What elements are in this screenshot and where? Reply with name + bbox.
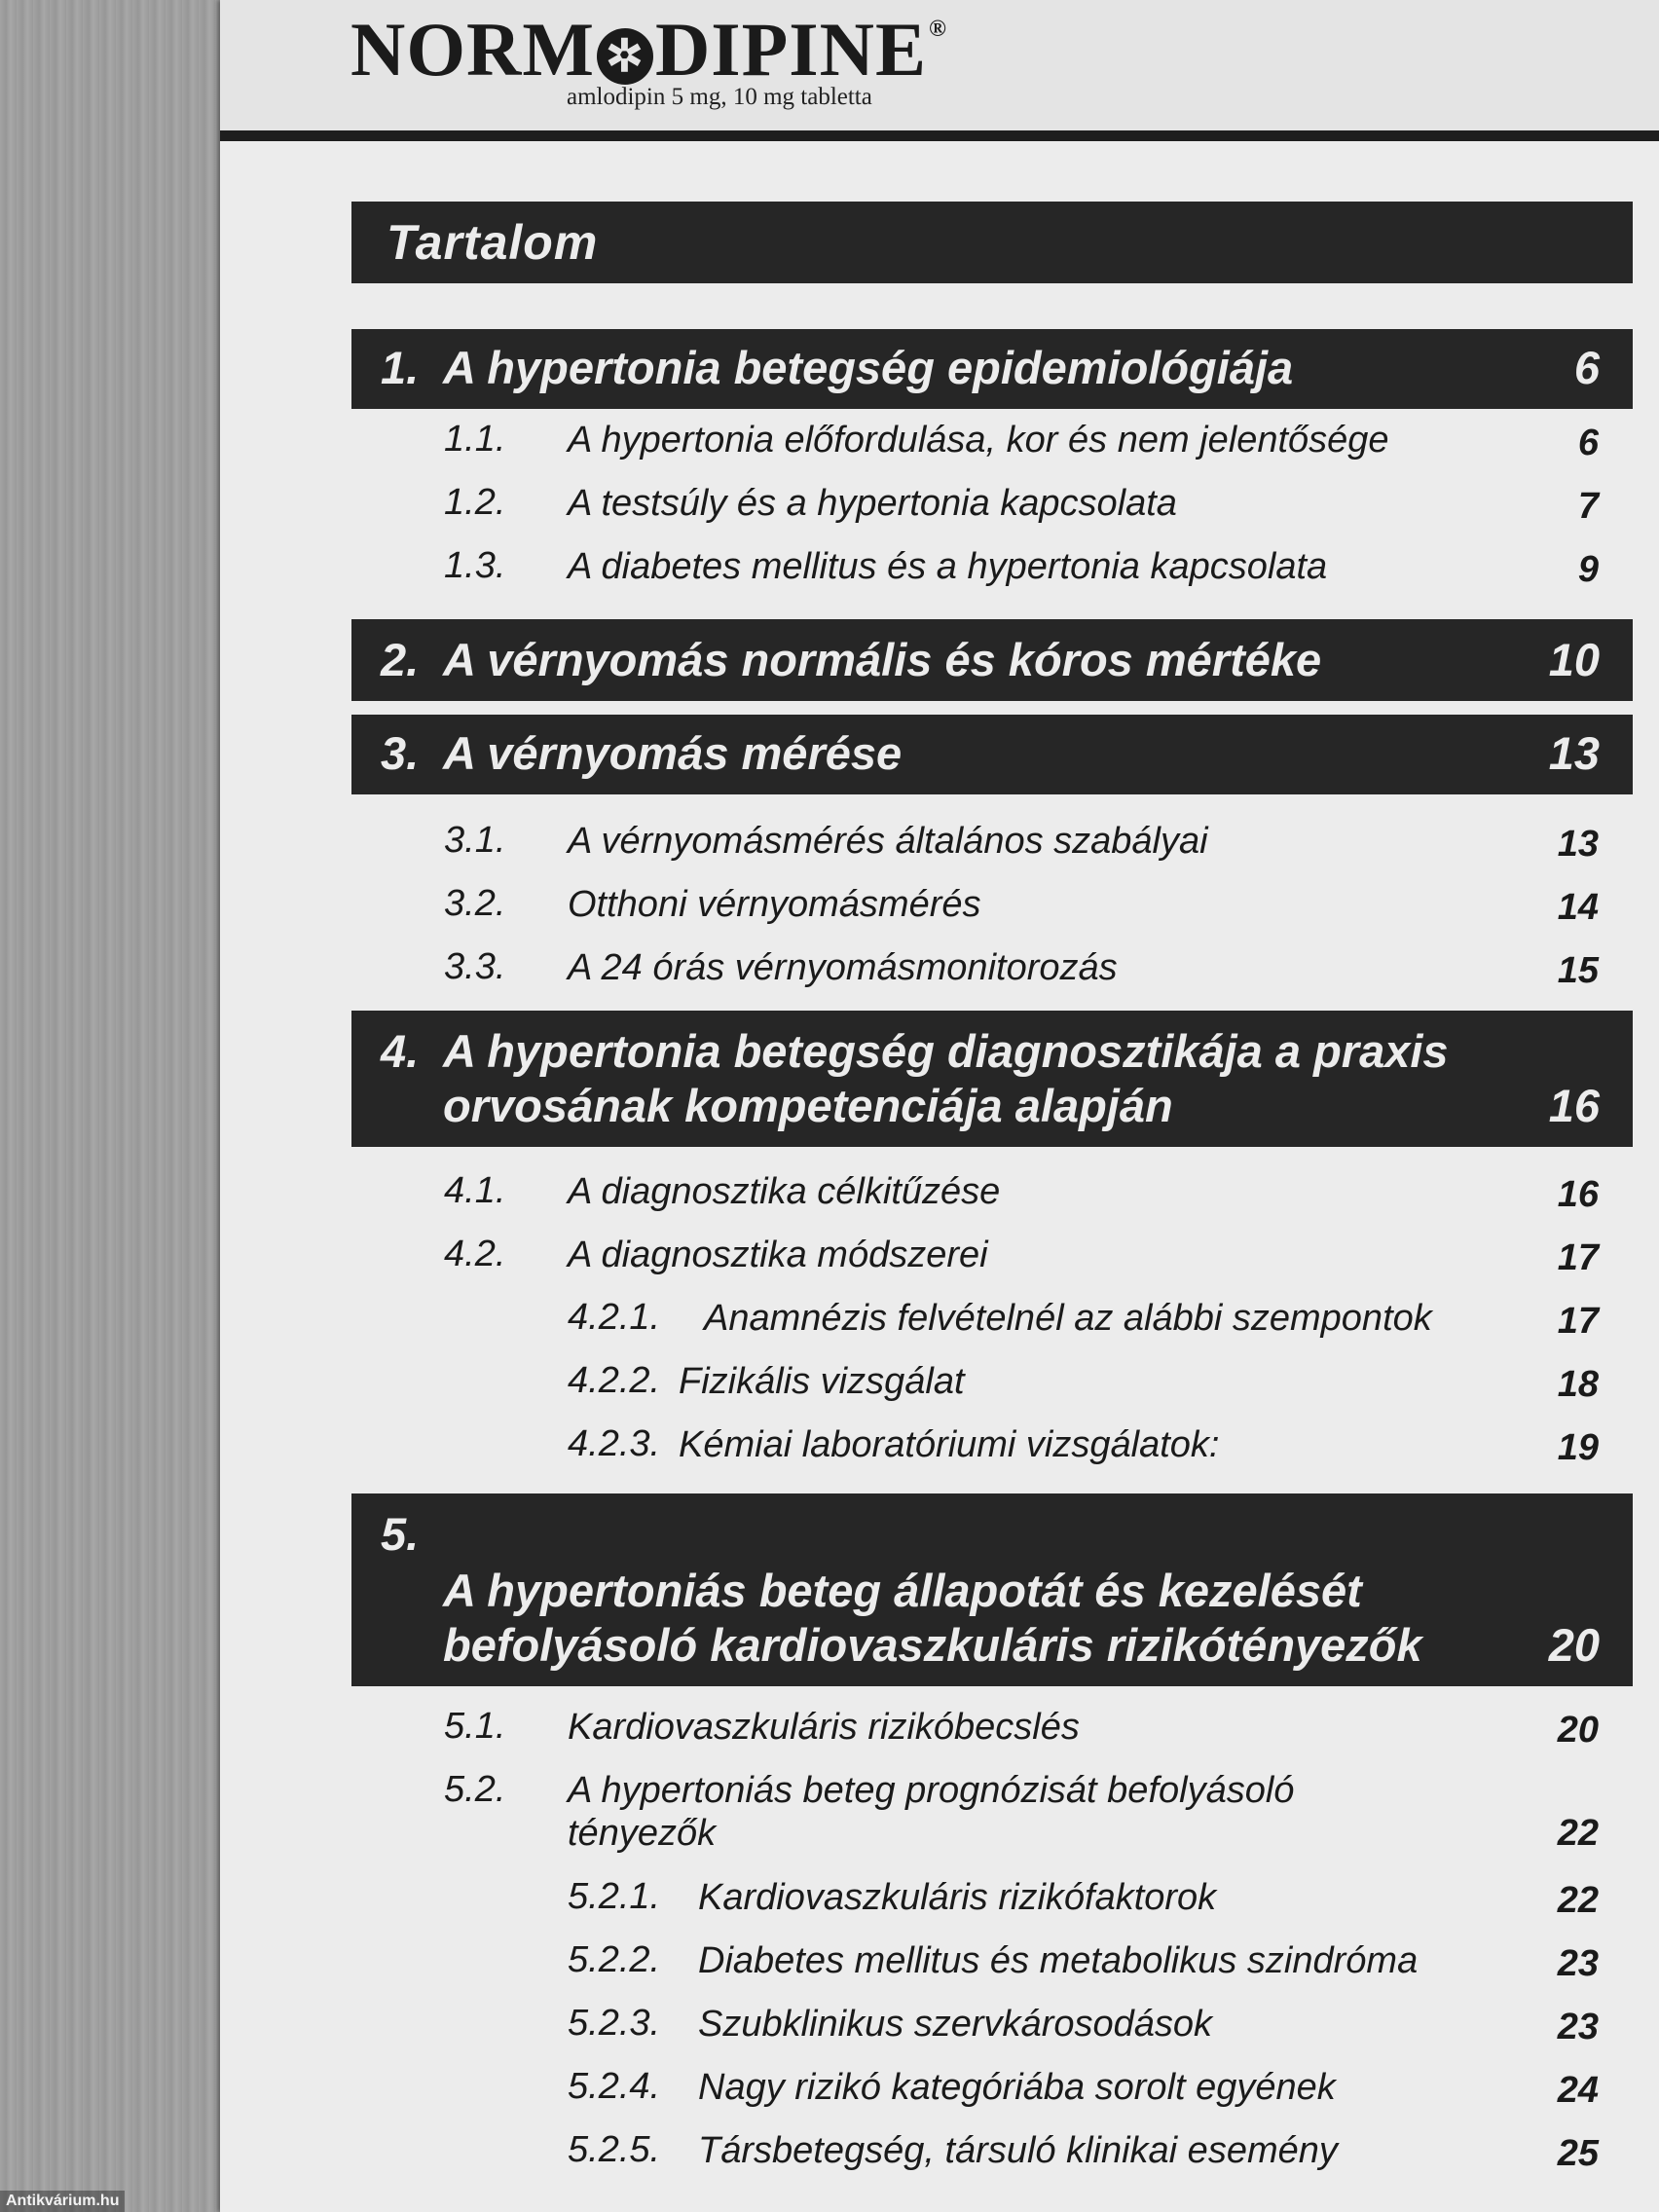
chapter-items bbox=[351, 1147, 1633, 1477]
toc-subentry[interactable] bbox=[351, 1350, 1633, 1414]
entry-number: 4.1. bbox=[444, 1170, 506, 1211]
entry-title: A testsúly és a hypertonia kapcsolata bbox=[568, 483, 1177, 524]
chapter-title: A hypertonia betegség epidemiológiája bbox=[443, 342, 1294, 393]
entry-number: 3.3. bbox=[444, 946, 506, 987]
chapter-4 bbox=[351, 1011, 1633, 1477]
entry-title: A diagnosztika célkitűzése bbox=[568, 1171, 1001, 1212]
chapter-items bbox=[351, 794, 1633, 1000]
toc-subentry[interactable] bbox=[351, 1287, 1633, 1350]
chapter-number: 1. bbox=[381, 342, 420, 393]
toc-entry[interactable] bbox=[351, 810, 1633, 873]
toc-subentry[interactable] bbox=[351, 1993, 1633, 2056]
toc-subentry[interactable] bbox=[351, 2056, 1633, 2120]
chapter-number: 5. bbox=[381, 1508, 420, 1560]
toc-subentry[interactable] bbox=[351, 1414, 1633, 1477]
toc-subentry[interactable] bbox=[351, 2120, 1633, 2183]
entry-page: 22 bbox=[1557, 1880, 1599, 1921]
entry-number: 4.2.2. bbox=[568, 1360, 661, 1401]
chapter-title: A hypertoniás beteg állapotát és kezelését befolyásoló kardiovaszkuláris rizikótényezők bbox=[443, 1565, 1422, 1671]
brand-subtitle: amlodipin 5 mg, 10 mg tabletta bbox=[567, 84, 872, 110]
entry-number: 1.2. bbox=[444, 482, 506, 523]
toc-entry[interactable] bbox=[351, 1161, 1633, 1224]
chapter-number: 3. bbox=[381, 727, 420, 779]
entry-title: Kardiovaszkuláris rizikóbecslés bbox=[568, 1707, 1080, 1748]
entry-title: A hypertonia előfordulása, kor és nem jelentősége bbox=[568, 420, 1389, 461]
entry-title: A hypertoniás beteg prognózisát befolyásoló tényezők bbox=[568, 1770, 1295, 1854]
toc-entry[interactable] bbox=[351, 535, 1633, 599]
toc-entry[interactable] bbox=[351, 472, 1633, 535]
entry-page: 18 bbox=[1557, 1364, 1599, 1405]
entry-number: 5.2. bbox=[444, 1769, 506, 1810]
entry-number: 3.2. bbox=[444, 883, 506, 924]
toc-entry[interactable] bbox=[351, 1224, 1633, 1287]
brand-name-left: NORM bbox=[350, 7, 595, 92]
chapter-5 bbox=[351, 1493, 1633, 2183]
entry-page: 23 bbox=[1557, 2007, 1599, 2047]
brand-logo bbox=[350, 7, 947, 92]
entry-number: 1.3. bbox=[444, 545, 506, 586]
entry-number: 5.1. bbox=[444, 1706, 506, 1747]
entry-page: 25 bbox=[1557, 2133, 1599, 2174]
chapter-2 bbox=[351, 619, 1633, 701]
entry-page: 17 bbox=[1557, 1301, 1599, 1342]
chapter-page: 20 bbox=[1548, 1619, 1600, 1671]
logo-star-icon: ✲ bbox=[597, 28, 653, 85]
toc-heading: Tartalom bbox=[351, 202, 1633, 283]
entry-title: Fizikális vizsgálat bbox=[679, 1361, 965, 1402]
toc-entry[interactable] bbox=[351, 1696, 1633, 1759]
entry-title: Diabetes mellitus és metabolikus szindróma bbox=[698, 1940, 1419, 1981]
chapter-header[interactable] bbox=[351, 1011, 1633, 1147]
entry-page: 14 bbox=[1557, 887, 1599, 928]
entry-page: 17 bbox=[1557, 1237, 1599, 1278]
chapter-page: 6 bbox=[1573, 342, 1600, 393]
chapter-1 bbox=[351, 329, 1633, 599]
toc-subentry[interactable] bbox=[351, 1930, 1633, 1993]
document-page bbox=[220, 0, 1659, 2212]
entry-number: 5.2.5. bbox=[568, 2129, 661, 2170]
entry-title: A 24 órás vérnyomásmonitorozás bbox=[568, 947, 1118, 988]
chapter-header[interactable] bbox=[351, 1493, 1633, 1686]
entry-page: 22 bbox=[1557, 1813, 1599, 1854]
entry-number: 5.2.4. bbox=[568, 2066, 661, 2107]
chapter-page: 10 bbox=[1548, 634, 1600, 685]
toc-entry[interactable] bbox=[351, 937, 1633, 1000]
entry-title: A diabetes mellitus és a hypertonia kapcsolata bbox=[568, 546, 1328, 587]
entry-page: 9 bbox=[1577, 549, 1599, 590]
entry-number: 5.2.2. bbox=[568, 1939, 661, 1980]
entry-title: Szubklinikus szervkárosodások bbox=[698, 2004, 1213, 2045]
entry-number: 4.2.1. bbox=[568, 1297, 661, 1338]
chapter-page: 13 bbox=[1548, 727, 1600, 779]
chapter-items bbox=[351, 1686, 1633, 2183]
chapter-title: A vérnyomás mérése bbox=[443, 727, 903, 779]
entry-title: Otthoni vérnyomásmérés bbox=[568, 884, 981, 925]
entry-page: 20 bbox=[1557, 1710, 1599, 1751]
entry-number: 1.1. bbox=[444, 419, 506, 460]
chapter-title: A vérnyomás normális és kóros mértéke bbox=[443, 634, 1322, 685]
entry-title: Kardiovaszkuláris rizikófaktorok bbox=[698, 1877, 1217, 1918]
chapter-page: 16 bbox=[1548, 1080, 1600, 1131]
entry-title: Kémiai laboratóriumi vizsgálatok: bbox=[679, 1424, 1220, 1465]
entry-number: 3.1. bbox=[444, 820, 506, 861]
entry-number: 5.2.3. bbox=[568, 2003, 661, 2044]
entry-title: A diagnosztika módszerei bbox=[568, 1235, 988, 1275]
entry-page: 19 bbox=[1557, 1427, 1599, 1468]
entry-page: 24 bbox=[1557, 2070, 1599, 2111]
site-watermark: Antikvárium.hu bbox=[0, 2191, 125, 2212]
entry-page: 6 bbox=[1577, 423, 1599, 463]
chapter-items bbox=[351, 409, 1633, 599]
registered-mark: ® bbox=[929, 17, 947, 42]
entry-page: 23 bbox=[1557, 1943, 1599, 1984]
chapter-number: 4. bbox=[381, 1025, 420, 1077]
chapter-title: A hypertonia betegség diagnosztikája a praxis orvosának kompetenciája alapján bbox=[443, 1025, 1449, 1131]
entry-number: 5.2.1. bbox=[568, 1876, 661, 1917]
header-divider bbox=[220, 130, 1659, 141]
brand-name-right: DIPINE bbox=[654, 7, 927, 92]
page-header bbox=[220, 0, 1659, 136]
entry-page: 15 bbox=[1557, 950, 1599, 991]
entry-title: Nagy rizikó kategóriába sorolt egyének bbox=[698, 2067, 1336, 2108]
entry-page: 7 bbox=[1577, 486, 1599, 527]
entry-title: Anamnézis felvételnél az alábbi szempontok bbox=[704, 1298, 1432, 1339]
background-surface bbox=[0, 0, 222, 2212]
entry-number: 4.2.3. bbox=[568, 1423, 661, 1464]
entry-page: 16 bbox=[1557, 1174, 1599, 1215]
chapter-header[interactable] bbox=[351, 715, 1633, 794]
entry-title: A vérnyomásmérés általános szabályai bbox=[568, 821, 1208, 862]
chapter-number: 2. bbox=[381, 634, 420, 685]
chapter-header[interactable] bbox=[351, 619, 1633, 701]
chapter-header[interactable] bbox=[351, 329, 1633, 409]
toc-subentry[interactable] bbox=[351, 1866, 1633, 1930]
entry-title: Társbetegség, társuló klinikai esemény bbox=[698, 2130, 1338, 2171]
toc-entry[interactable] bbox=[351, 1759, 1633, 1866]
toc-entry[interactable] bbox=[351, 409, 1633, 472]
toc-entry[interactable] bbox=[351, 873, 1633, 937]
entry-page: 13 bbox=[1557, 824, 1599, 865]
entry-number: 4.2. bbox=[444, 1234, 506, 1274]
chapter-3 bbox=[351, 715, 1633, 1000]
